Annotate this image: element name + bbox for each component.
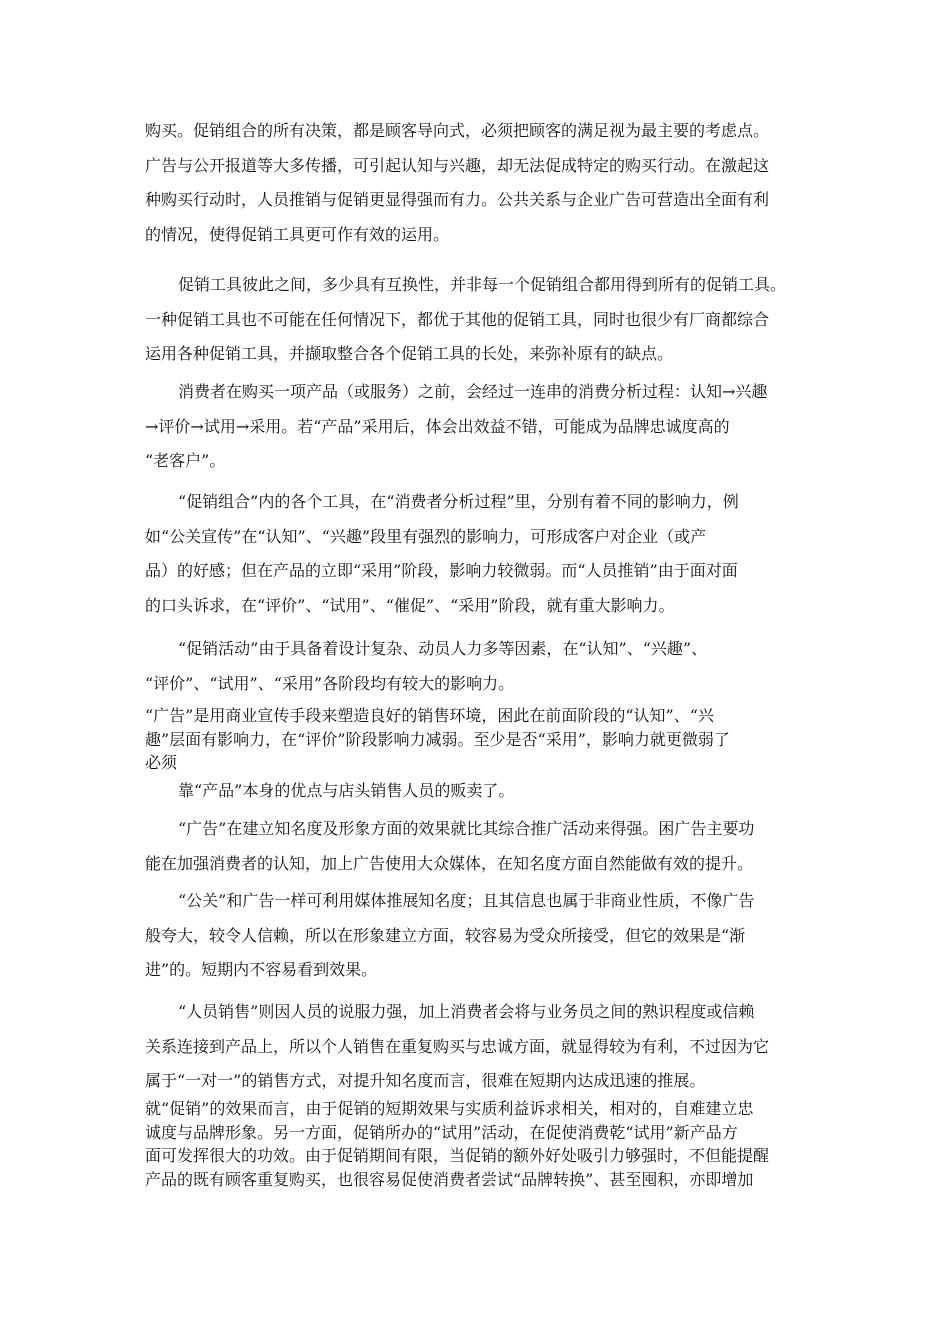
paragraph-1: [145, 114, 817, 252]
text-line: 关系连接到产品上，所以个人销售在重复购买与忠诚方面，就显得较为有利，不过因为它: [145, 1036, 770, 1056]
text-line: 品）的好感；但在产品的立即“采用”阶段，影响力较微弱。而“人员推销”由于面对面: [145, 561, 738, 580]
text-line: 购买。促销组合的所有决策，都是顾客导向式，必须把顾客的满足视为最主要的考虑点。: [145, 121, 770, 140]
text-line: 消费者在购买一项产品（或服务）之前，会经过一连串的消费分析过程：认知→兴趣: [178, 382, 768, 401]
text-line: “广告”在建立知名度及形象方面的效果就比其综合推广活动来得强。困广告主要功: [178, 819, 755, 838]
text-line: 产品的既有顾客重复购买，也很容易促使消费者尝试“品牌转换”、甚至囤积，亦即增加: [145, 1169, 754, 1189]
text-line: “评价”、“试用”、“采用”各阶段均有较大的影响力。: [145, 673, 515, 693]
text-line: 能在加强消费者的认知，加上广告使用大众媒体，在知名度方面自然能做有效的提升。: [145, 853, 754, 873]
text-line: 运用各种促销工具，并撷取整合各个促销工具的长处，来弥补原有的缺点。: [145, 344, 674, 363]
text-line: 属于“一对一”的销售方式，对提升知名度而言，很难在短期内达成迅速的推展。: [145, 1071, 706, 1090]
paragraph-10: [145, 995, 817, 1099]
paragraph-3: [145, 375, 817, 479]
paragraph-2: [145, 268, 817, 372]
text-line: 进”的。短期内不容易看到效果。: [145, 960, 378, 979]
paragraph-9: [145, 884, 817, 988]
text-line: “人员销售”则因人员的说服力强，加上消费者会将与业务员之间的熟识程度或信赖: [178, 1002, 755, 1021]
text-line: 面可发挥很大的功效。由于促销期间有限，当促销的额外好处吸引力够强时，不但能提醒: [145, 1146, 770, 1165]
paragraph-5: [145, 632, 817, 701]
text-line: 靠“产品”本身的优点与店头销售人员的贩卖了。: [178, 781, 515, 800]
text-line: “促销活动”由于具备着设计复杂、动员人力多等因素，在“认知”、“兴趣”、: [178, 639, 708, 658]
text-line: 诚度与品牌形象。另一方面，促销所办的“试用”活动，在促使消费乾“试用”新产品方: [145, 1122, 738, 1142]
paragraph-11: [145, 1097, 817, 1191]
text-line: “促销组合”内的各个工具，在“消费者分析过程”里，分别有着不同的影响力，例: [178, 492, 739, 511]
text-line: 促销工具彼此之间，多少具有互换性，并非每一个促销组合都用得到所有的促销工具。: [178, 275, 787, 294]
text-line: 种购买行动时，人员推销与促销更显得强而有力。公共关系与企业广告可营造出全面有利: [145, 190, 770, 209]
text-line: 如“公关宣传”在“认知”、“兴趣”段里有强烈的影响力，可形成客户对企业（或产: [145, 526, 707, 546]
text-line: 般夸大，较令人信赖，所以在形象建立方面，较容易为受众所接受，但它的效果是“渐: [145, 925, 746, 945]
text-line: “公关”和广告一样可利用媒体推展知名度；且其信息也属于非商业性质，不像广告: [178, 891, 755, 910]
text-line: “老客户”。: [145, 451, 226, 470]
paragraph-8: [145, 812, 817, 881]
text-line: 趣”层面有影响力，在“评价”阶段影响力减弱。至少是否“采用”，影响力就更微弱了: [145, 729, 730, 749]
text-line: 的口头诉求，在“评价”、“试用”、“催促”、“采用”阶段，就有重大影响力。: [145, 595, 675, 615]
paragraph-4: [145, 485, 817, 623]
text-line: 必须: [145, 753, 178, 772]
text-line: 就“促销”的效果而言，由于促销的短期效果与实质利益诉求相关，相对的，自难建立忠: [145, 1099, 754, 1118]
paragraph-7: [145, 779, 817, 803]
text-line: 一种促销工具也不可能在任何情况下，都优于其他的促销工具，同时也很少有厂商都综合: [145, 309, 770, 329]
text-line: “广告”是用商业宣传手段来塑造良好的销售环境，困此在前面阶段的“认知”、“兴: [145, 706, 714, 725]
text-line: 广告与公开报道等大多传播，可引起认知与兴趣，却无法促成特定的购买行动。在激起这: [145, 155, 770, 175]
text-line: 的情况，使得促销工具更可作有效的运用。: [145, 224, 450, 244]
text-line: →评价→试用→采用。若“产品”采用后，体会出效益不错，可能成为品牌忠诚度高的: [145, 416, 730, 436]
paragraph-6: [145, 704, 817, 775]
